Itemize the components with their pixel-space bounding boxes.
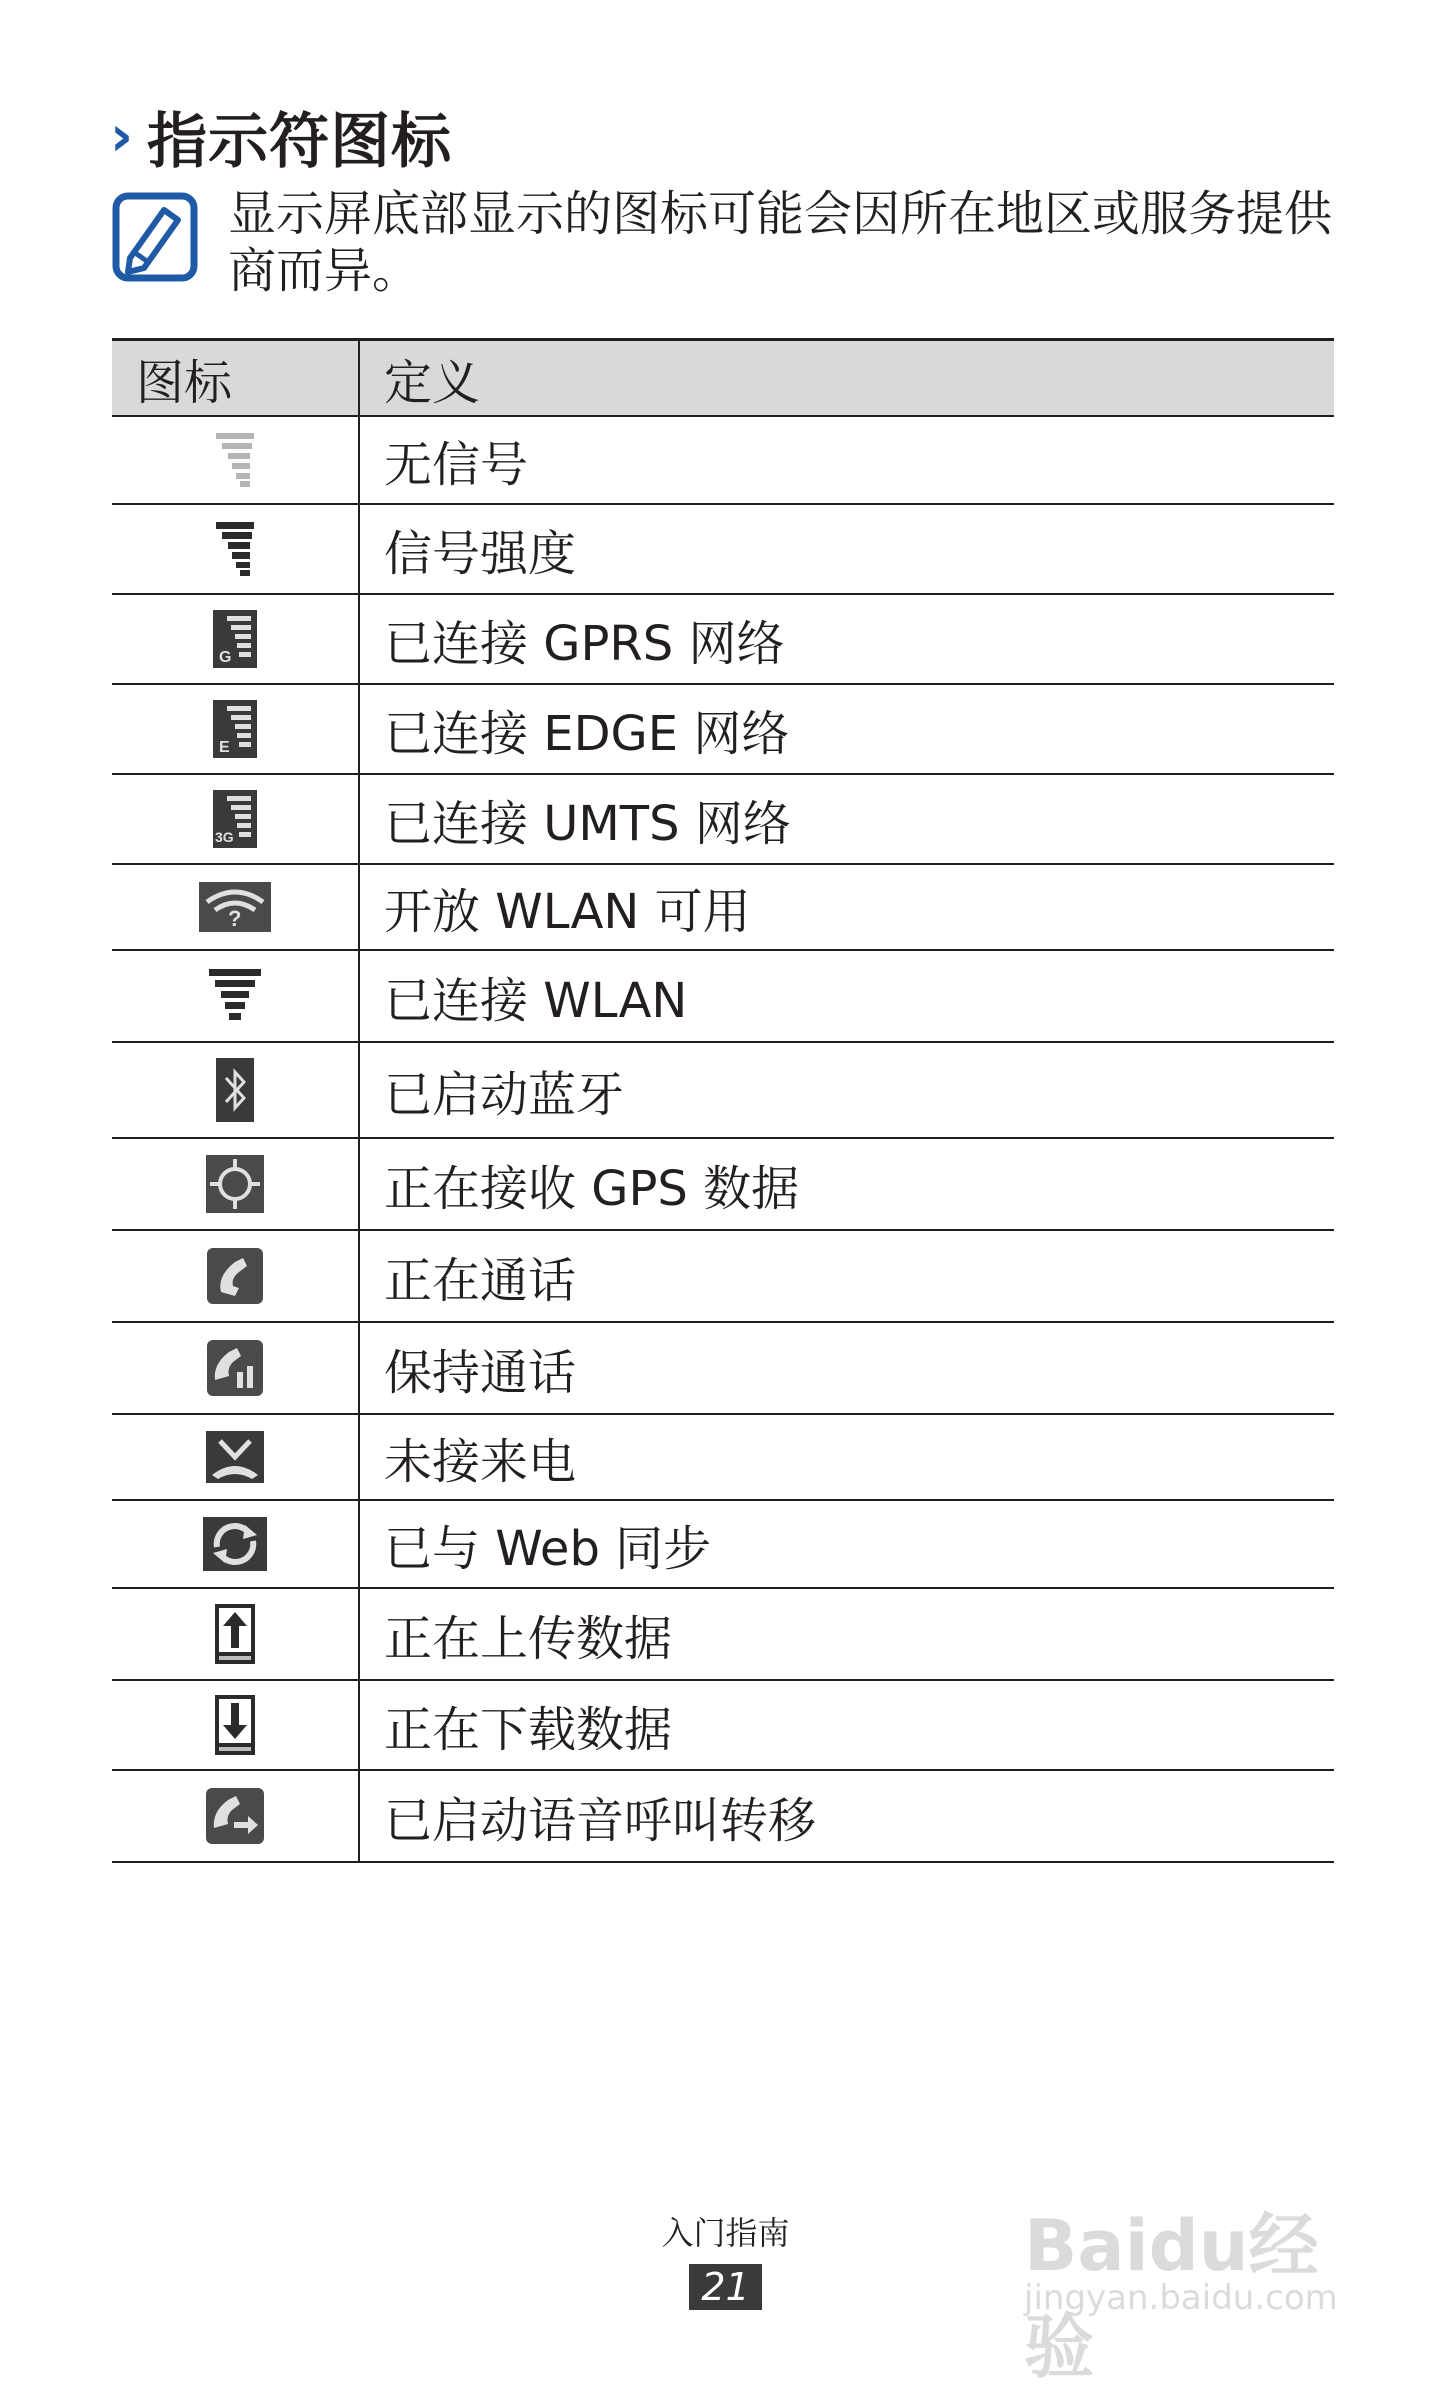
open-wlan-icon: [199, 882, 271, 932]
definition-text: 正在下载数据: [384, 1701, 673, 1758]
table-row: [112, 1681, 1334, 1771]
svg-text:E: E: [219, 739, 230, 756]
call-forwarding-icon: [206, 1788, 264, 1844]
definition-text: 开放 WLAN 可用: [384, 883, 751, 940]
definition-text: 已连接 UMTS 网络: [384, 795, 791, 852]
signal-strength-icon: [214, 520, 256, 578]
definition-text: 保持通话: [384, 1344, 577, 1401]
table-row: [112, 951, 1334, 1043]
definition-text: 已连接 GPRS 网络: [384, 615, 785, 672]
definition-text: 已与 Web 同步: [384, 1520, 712, 1577]
table-row: [112, 595, 1334, 685]
indicator-table: [112, 338, 1334, 1863]
wlan-connected-icon: [209, 967, 261, 1025]
bluetooth-icon: [216, 1058, 254, 1122]
table-row: [112, 1043, 1334, 1139]
call-in-progress-icon: [207, 1248, 263, 1304]
definition-text: 已连接 WLAN: [384, 972, 688, 1029]
table-row: [112, 865, 1334, 951]
table-header-row: [112, 341, 1334, 417]
call-on-hold-icon: [207, 1340, 263, 1396]
table-row: [112, 417, 1334, 505]
gprs-network-icon: [213, 610, 257, 668]
definition-text: 正在通话: [384, 1252, 577, 1309]
svg-text:G: G: [219, 649, 232, 666]
table-row: [112, 1323, 1334, 1415]
download-icon: [215, 1695, 255, 1755]
header-definition-col: 定义: [384, 354, 481, 411]
header-icon-col: 图标: [112, 341, 360, 415]
table-row: [112, 1501, 1334, 1589]
watermark-logo: [1024, 2150, 1364, 2388]
svg-text:?: ?: [228, 906, 242, 931]
web-sync-icon: [203, 1517, 267, 1571]
gps-icon: [206, 1155, 264, 1213]
chevron-right-icon: ›: [110, 104, 134, 169]
no-signal-icon: [214, 431, 256, 489]
definition-text: 已启动语音呼叫转移: [384, 1792, 817, 1849]
watermark-main-text: Baidu经验: [1024, 2205, 1319, 2388]
page-number: 21: [689, 2264, 761, 2310]
definition-text: 已启动蓝牙: [384, 1066, 625, 1123]
definition-text: 正在上传数据: [384, 1610, 673, 1667]
table-row: [112, 775, 1334, 865]
table-row: [112, 1771, 1334, 1863]
page-title: [110, 92, 452, 182]
definition-text: 正在接收 GPS 数据: [384, 1160, 800, 1217]
upload-icon: [215, 1604, 255, 1664]
edge-network-icon: [213, 700, 257, 758]
definition-text: 未接来电: [384, 1433, 577, 1490]
svg-text:3G: 3G: [215, 829, 234, 845]
table-row: [112, 505, 1334, 595]
page-title-text: 指示符图标: [147, 107, 453, 177]
note-icon: [112, 192, 198, 282]
table-row: [112, 1415, 1334, 1501]
definition-text: 信号强度: [384, 525, 577, 582]
table-row: [112, 685, 1334, 775]
umts-network-icon: [213, 790, 257, 848]
table-row: [112, 1589, 1334, 1681]
definition-text: 已连接 EDGE 网络: [384, 705, 790, 762]
table-row: [112, 1231, 1334, 1323]
footer-section-title: 入门指南: [661, 2214, 790, 2252]
note-text: 显示屏底部显示的图标可能会因所在地区或服务提供商而异。: [228, 186, 1333, 299]
table-row: [112, 1139, 1334, 1231]
note-block: [112, 186, 1342, 306]
definition-text: 无信号: [384, 436, 529, 493]
watermark-url-text: jingyan.baidu.com: [1024, 2278, 1338, 2318]
missed-call-icon: [206, 1431, 264, 1483]
